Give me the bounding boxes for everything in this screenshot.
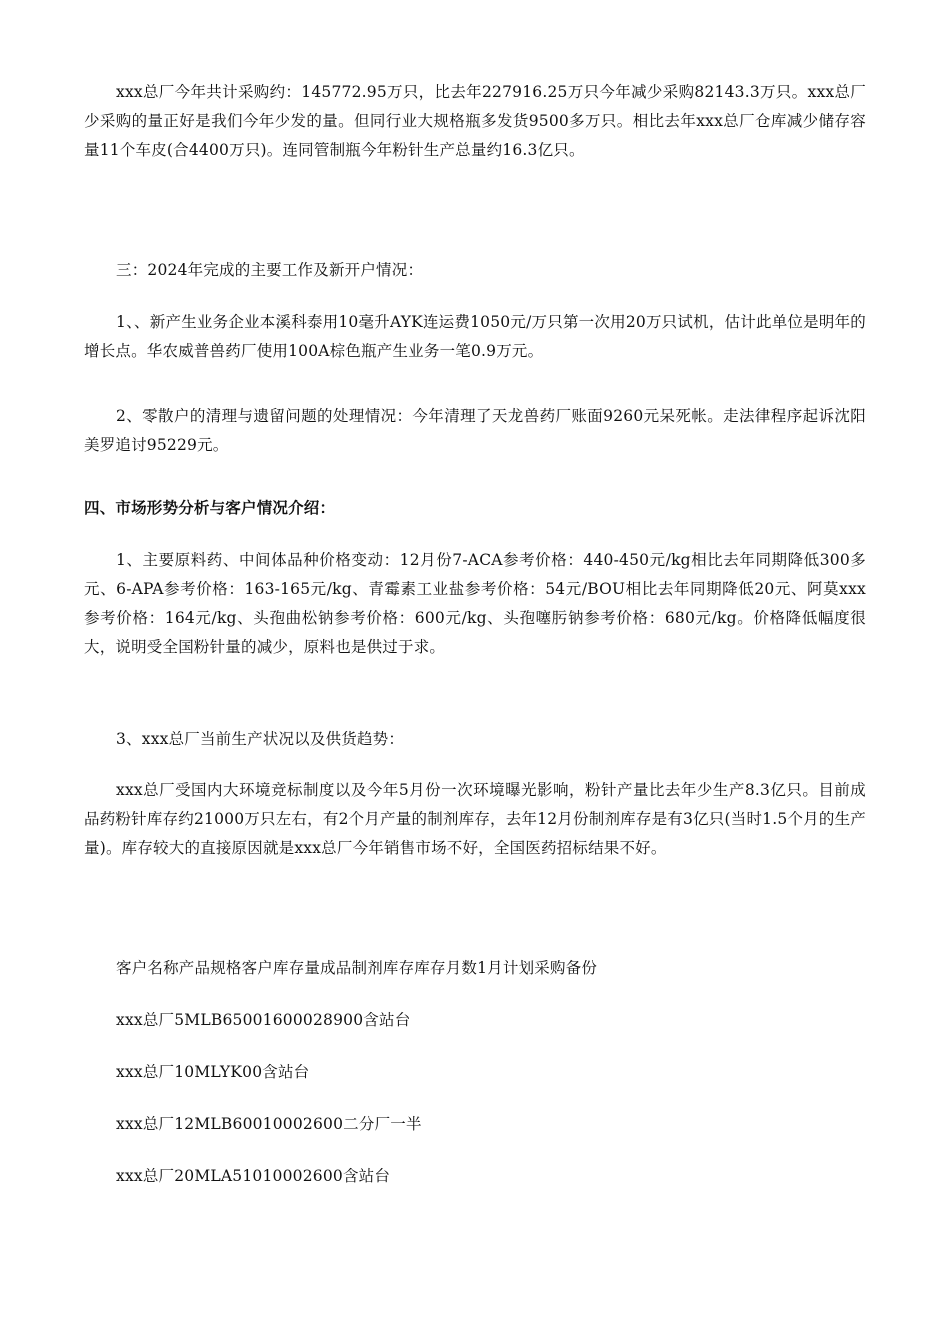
table-row: xxx总厂5MLB65001600028900含站台	[116, 1011, 411, 1029]
paragraph-production-status: xxx总厂受国内大环境竞标制度以及今年5月份一次环境曝光影响，粉针产量比去年少生产8.3亿只。目前成品药粉针库存约21000万只左右，有2个月产量的制剂库存，去年12月份制剂库存是有3亿只(当时1.5个月的生产量)。库存较大的直接原因就是xxx总厂今年销售市场不好，全国医药招标结果不好。	[84, 781, 866, 857]
table-row: xxx总厂10MLYK00含站台	[116, 1063, 310, 1081]
section-heading-three: 三：2024年完成的主要工作及新开户情况：	[116, 261, 424, 279]
paragraph-procurement-summary: xxx总厂今年共计采购约：145772.95万只，比去年227916.25万只今年减少采购82143.3万只。xxx总厂少采购的量正好是我们今年少发的量。但同行业大规格瓶多发货9500多万只。相比去年xxx总厂仓库减少储存容量11个车皮(合4400万只)。连同管制瓶今年粉针生产总量约16.3亿只。	[84, 83, 866, 159]
table-header-line: 客户名称产品规格客户库存量成品制剂库存库存月数1月计划采购备份	[116, 959, 598, 977]
paragraph-raw-material-prices: 1、主要原料药、中间体品种价格变动：12月份7-ACA参考价格：440-450元/kg相比去年同期降低300多元、6-APA参考价格：163-165元/kg、青霉素工业盐参考价格：54元/BOU相比去年同期降低20元、阿莫xxx参考价格：164元/kg、头孢曲松钠参考价格：600元/kg、头孢噻肟钠参考价格：680元/kg。价格降低幅度很大，说明受全国粉针量的减少，原料也是供过于求。	[84, 551, 866, 656]
table-row: xxx总厂20MLA51010002600含站台	[116, 1167, 391, 1185]
section-heading-four: 四、市场形势分析与客户情况介绍：	[84, 499, 336, 517]
paragraph-production-status-title: 3、xxx总厂当前生产状况以及供货趋势：	[116, 730, 405, 748]
paragraph-new-business: 1、、新产生业务企业本溪科泰用10毫升AYK连运费1050元/万只第一次用20万只试机，估计此单位是明年的增长点。华农威普兽药厂使用100A棕色瓶产生业务一笔0.9万元。	[84, 313, 866, 360]
table-row: xxx总厂12MLB60010002600二分厂一半	[116, 1115, 422, 1133]
paragraph-scattered-accounts: 2、零散户的清理与遗留问题的处理情况：今年清理了天龙兽药厂账面9260元呆死帐。走法律程序起诉沈阳美罗追讨95229元。	[84, 407, 866, 454]
